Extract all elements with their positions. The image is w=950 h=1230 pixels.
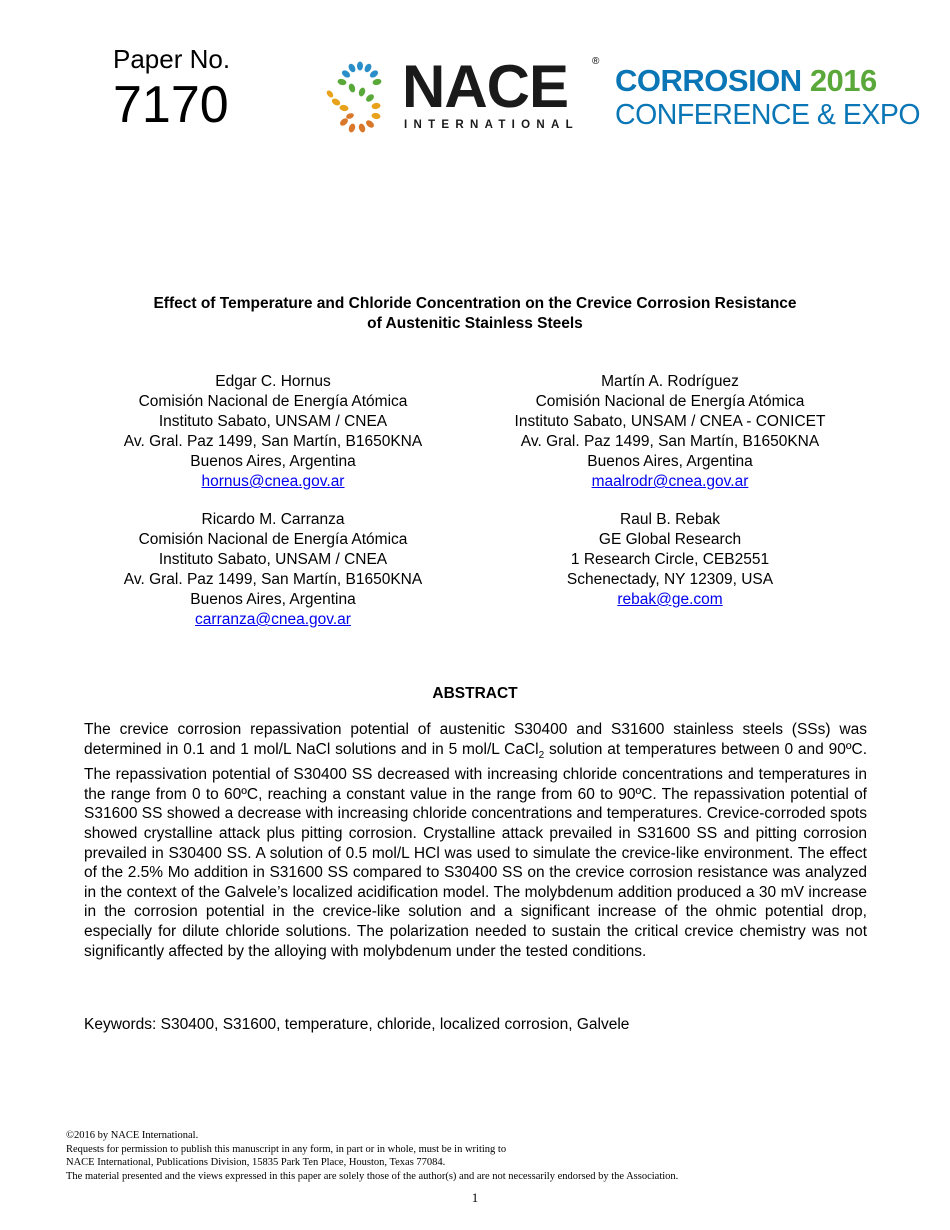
author-city: Buenos Aires, Argentina — [587, 453, 753, 470]
author-city: Buenos Aires, Argentina — [190, 453, 356, 470]
author-email-link[interactable]: carranza@cnea.gov.ar — [195, 611, 351, 628]
conference-name: CORROSION — [615, 63, 802, 98]
paper-number-label: Paper No. — [113, 44, 231, 74]
author-block-2 — [480, 372, 860, 492]
author-email-link[interactable]: maalrodr@cnea.gov.ar — [591, 473, 749, 490]
author-city: Buenos Aires, Argentina — [190, 591, 356, 608]
nace-logo — [322, 53, 612, 138]
paper-number: 7170 — [113, 76, 229, 134]
nace-international-text: INTERNATIONAL — [404, 119, 579, 131]
author-affiliation: Instituto Sabato, UNSAM / CNEA - CONICET — [514, 413, 826, 430]
author-affiliation: Instituto Sabato, UNSAM / CNEA — [158, 413, 388, 430]
author-block-3 — [83, 510, 463, 630]
author-address: Av. Gral. Paz 1499, San Martín, B1650KNA — [123, 433, 423, 450]
footer-line: The material presented and the views expressed in this paper are solely those of the author(s) and are not necessarily endorsed by the Association. — [66, 1170, 679, 1182]
author-affiliation: Comisión Nacional de Energía Atómica — [535, 393, 805, 410]
abstract-subscript: 2 — [538, 749, 545, 761]
author-name: Edgar C. Hornus — [215, 373, 331, 390]
author-affiliation: Comisión Nacional de Energía Atómica — [138, 393, 408, 410]
abstract-body — [84, 720, 867, 961]
page-number: 1 — [471, 1190, 479, 1205]
author-affiliation: Comisión Nacional de Energía Atómica — [138, 531, 408, 548]
footer-line: Requests for permission to publish this manuscript in any form, in part or in whole, must be in writing to — [66, 1143, 507, 1155]
author-email-link[interactable]: rebak@ge.com — [617, 591, 723, 608]
author-address: Schenectady, NY 12309, USA — [566, 571, 774, 588]
conference-logo — [615, 63, 920, 131]
author-name: Ricardo M. Carranza — [201, 511, 345, 528]
abstract-text: The crevice corrosion repassivation potential of austenitic S30400 and S31600 stainless steels (SSs) was determined in 0.1 and 1 mol/L NaCl solutions and in 5 mol/L CaCl — [84, 721, 867, 758]
abstract-text-continued: solution at temperatures between 0 and 90ºC. The repassivation potential of S30400 SS decreased with increasing chloride concentrations and temperatures in the range from 0 to 60ºC, reaching a constant value in the range from 60 to 90ºC. The repassivation potential of S31600 SS showed a decrease with increasing chloride concentrations and temperatures. Crevice-corroded spots showed crystalline attack plus pitting corrosion. Crystalline attack prevailed in S31600 SS and pitting corrosion prevailed in S30400 SS. A solution of 0.5 mol/L HCl was used to simulate the crevice-like environment. The effect of the 2.5% Mo addition in S31600 SS compared to S30400 SS on the crevice corrosion resistance was analyzed in the context of the Galvele’s localized acidification model. The molybdenum addition produced a 30 mV increase in the corrosion potential in the crevice-like solution and a significant increase of the ohmic potential drop, especially for dilute chloride solutions. The polarization needed to sustain the critical crevice chemistry was not significantly affected by the alloying with molybdenum under the tested conditions. — [84, 740, 868, 960]
abstract-heading: ABSTRACT — [432, 685, 518, 702]
author-name: Martín A. Rodríguez — [601, 373, 739, 390]
title-line-1: Effect of Temperature and Chloride Concentration on the Crevice Corrosion Resistance — [153, 295, 797, 312]
footer-line: NACE International, Publications Division, 15835 Park Ten Place, Houston, Texas 77084. — [66, 1157, 446, 1169]
author-name: Raul B. Rebak — [620, 511, 720, 528]
author-address: Av. Gral. Paz 1499, San Martín, B1650KNA — [123, 571, 423, 588]
footer-copyright: ©2016 by NACE International. — [66, 1130, 199, 1141]
author-block-1 — [83, 372, 463, 492]
registered-mark: ® — [592, 56, 600, 67]
author-address: Av. Gral. Paz 1499, San Martín, B1650KNA — [520, 433, 820, 450]
nace-wordmark: NACE — [402, 53, 569, 120]
conference-subtitle: CONFERENCE & EXPO — [615, 99, 921, 131]
footer — [66, 1129, 678, 1183]
title-line-2: of Austenitic Stainless Steels — [367, 315, 583, 332]
author-affiliation: GE Global Research — [598, 531, 742, 548]
keywords: Keywords: S30400, S31600, temperature, chloride, localized corrosion, Galvele — [84, 1016, 630, 1033]
author-affiliation: Instituto Sabato, UNSAM / CNEA — [158, 551, 388, 568]
author-block-4 — [480, 510, 860, 610]
conference-year: 2016 — [809, 63, 877, 98]
author-email-link[interactable]: hornus@cnea.gov.ar — [201, 473, 345, 490]
nace-swirl-icon — [322, 58, 400, 138]
author-affiliation: 1 Research Circle, CEB2551 — [570, 551, 770, 568]
paper-title — [60, 294, 890, 334]
